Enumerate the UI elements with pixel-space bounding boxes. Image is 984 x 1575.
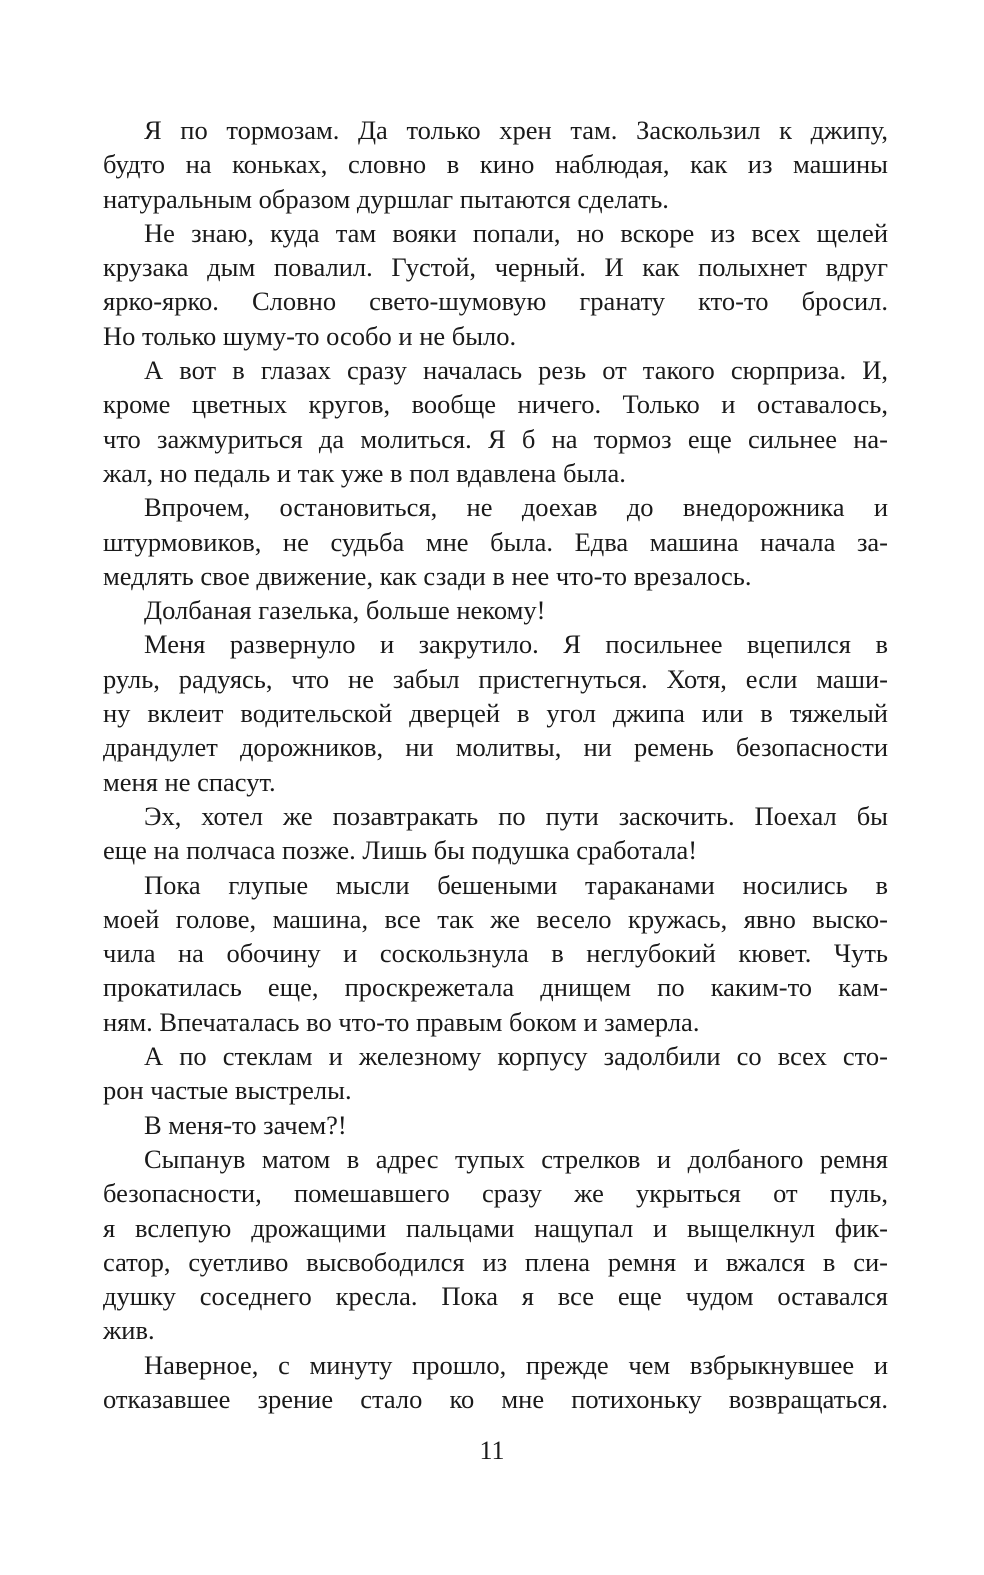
paragraph (103, 1142, 888, 1348)
text-line: крузака дым повалил. Густой, черный. И как полыхнет вдруг (103, 252, 888, 283)
paragraph (103, 353, 888, 490)
text-line: чила на обочину и соскользнула в неглубокий кювет. Чуть (103, 938, 888, 969)
text-line: Сыпанув матом в адрес тупых стрелков и долбаного ремня (144, 1143, 888, 1174)
text-line: руль, радуясь, что не забыл пристегнуться. Хотя, если маши- (103, 663, 888, 694)
text-line: я вслепую дрожащими пальцами нащупал и выщелкнул фик- (103, 1212, 888, 1243)
body-text (103, 113, 888, 1416)
text-line: В меня-то зачем?! (144, 1109, 347, 1140)
text-line: моей голове, машина, все так же весело кружась, явно выско- (103, 903, 888, 934)
text-line: А по стеклам и железному корпусу задолбили со всех сто- (144, 1041, 888, 1072)
text-line: драндулет дорожников, ни молитвы, ни ремень безопасности (103, 732, 888, 763)
paragraph (103, 593, 888, 627)
text-line: душку соседнего кресла. Пока я все еще чудом оставался (103, 1281, 888, 1312)
text-line: Впрочем, остановиться, не доехав до внедорожника и (144, 492, 888, 523)
text-line: Меня развернуло и закрутило. Я посильнее вцепился в (144, 629, 888, 660)
text-line: Наверное, с минуту прошло, прежде чем взбрыкнувшее и (144, 1349, 888, 1380)
text-line: меня не спасут. (103, 766, 276, 797)
text-line: А вот в глазах сразу началась резь от такого сюрприза. И, (144, 355, 888, 386)
paragraph (103, 113, 888, 216)
text-line: Долбаная газелька, больше некому! (144, 595, 546, 626)
paragraph (103, 799, 888, 868)
text-line: сатор, суетливо высвободился из плена ремня и вжался в си- (103, 1246, 888, 1277)
text-line: безопасности, помешавшего сразу же укрыться от пуль, (103, 1178, 888, 1209)
paragraph (103, 1108, 888, 1142)
text-line: ну вклеит водительской дверцей в угол джипа или в тяжелый (103, 698, 888, 729)
text-line: Но только шуму-то особо и не было. (103, 320, 517, 351)
text-line: ярко-ярко. Словно свето-шумовую гранату кто-то бросил. (103, 286, 888, 317)
text-line: жив. (103, 1315, 155, 1346)
text-line: жал, но педаль и так уже в пол вдавлена была. (103, 457, 626, 488)
paragraph (103, 490, 888, 593)
text-line: Пока глупые мысли бешеными тараканами носились в (144, 869, 888, 900)
paragraph (103, 1039, 888, 1108)
text-line: еще на полчаса позже. Лишь бы подушка сработала! (103, 835, 698, 866)
text-line: будто на коньках, словно в кино наблюдая, как из машины (103, 149, 888, 180)
page-number: 11 (479, 1436, 505, 1465)
text-line: Я по тормозам. Да только хрен там. Заскользил к джипу, (144, 115, 888, 145)
text-line: ням. Впечаталась во что-то правым боком и замерла. (103, 1006, 700, 1037)
text-line: штурмовиков, не судьба мне была. Едва машина начала за- (103, 526, 888, 557)
paragraph (103, 627, 888, 798)
text-line: отказавшее зрение стало ко мне потихоньку возвращаться. (103, 1383, 888, 1414)
text-line: кроме цветных кругов, вообще ничего. Только и оставалось, (103, 389, 888, 420)
text-line: прокатилась еще, проскрежетала днищем по каким-то кам- (103, 972, 888, 1003)
text-line: Эх, хотел же позавтракать по пути заскочить. Поехал бы (144, 800, 888, 831)
paragraph (103, 216, 888, 353)
text-line: рон частые выстрелы. (103, 1075, 352, 1106)
text-line: что зажмуриться да молиться. Я б на тормоз еще сильнее на- (103, 423, 888, 454)
paragraph (103, 868, 888, 1039)
paragraph (103, 1348, 888, 1417)
text-line: медлять свое движение, как сзади в нее что-то врезалось. (103, 560, 752, 591)
text-line: натуральным образом дуршлаг пытаются сделать. (103, 183, 669, 214)
text-line: Не знаю, куда там вояки попали, но вскоре из всех щелей (144, 217, 888, 248)
